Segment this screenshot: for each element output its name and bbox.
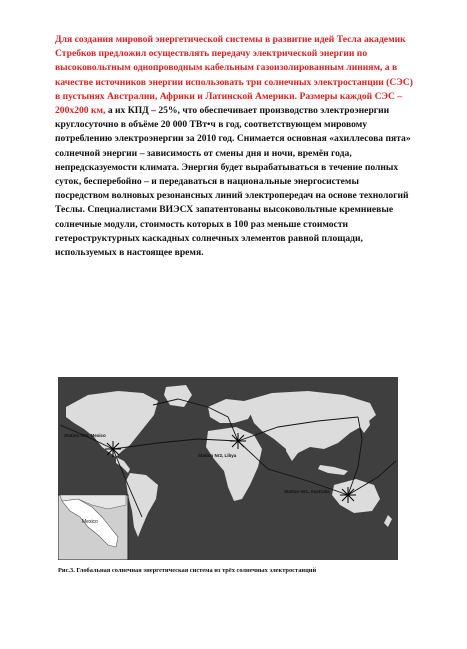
world-map-figure: [58, 377, 398, 560]
label-station1: Station Nr1, Australia: [284, 489, 330, 494]
highlighted-paragraph: Для создания мировой энергетической системы в развитие идей Тесла академик Стребков предложил осуществлять передачу электрической энергии по высоковольтным однопроводным кабельным газоизолированным линиям, а в качестве источников энергии использовать три солнечных электростанции (СЭС) в пустынях Австралии, Африки и Латинской Америки. Размеры каждой СЭС – 200х200 км,: [55, 34, 413, 117]
world-map: [58, 377, 398, 560]
label-station3: Station Nr3, Mexico: [64, 433, 106, 438]
inset-label: Mexico: [82, 519, 98, 525]
station-marker-libya: [230, 433, 246, 449]
article-text: [55, 33, 415, 260]
station-marker-australia: [340, 487, 356, 503]
mexico-inset: [58, 495, 128, 560]
figure-caption: Рис.3. Глобальная солнечная энергетическая система из трёх солнечных электростанций: [58, 567, 317, 574]
label-station2: Station Nr2, Libya: [198, 453, 237, 458]
body-paragraph: а их КПД – 25%, что обеспечивает производство электроэнергии круглосуточно в объёме 20 000 ТВт•ч в год, соответствующем мировому потреблению электроэнергии за 2010 год. Снимается основная «ахиллесова пята» солнечной энергии – зависимость от смены дня и ночи, времён года, непредсказуемости климата. Энергия будет вырабатываться в течение полных суток, бесперебойно – и передаваться в национальные энергосистемы посредством волновых резонансных линий электропередач на основе технологий Теслы. Специалистами ВИЭСХ запатентованы высоковольтные кремниевые солнечные модули, стоимость которых в 100 раз меньше стоимости гетероструктурных каскадных солнечных элементов равной площади, используемых в настоящее время.: [55, 105, 411, 259]
station-marker-mexico: [105, 441, 121, 457]
